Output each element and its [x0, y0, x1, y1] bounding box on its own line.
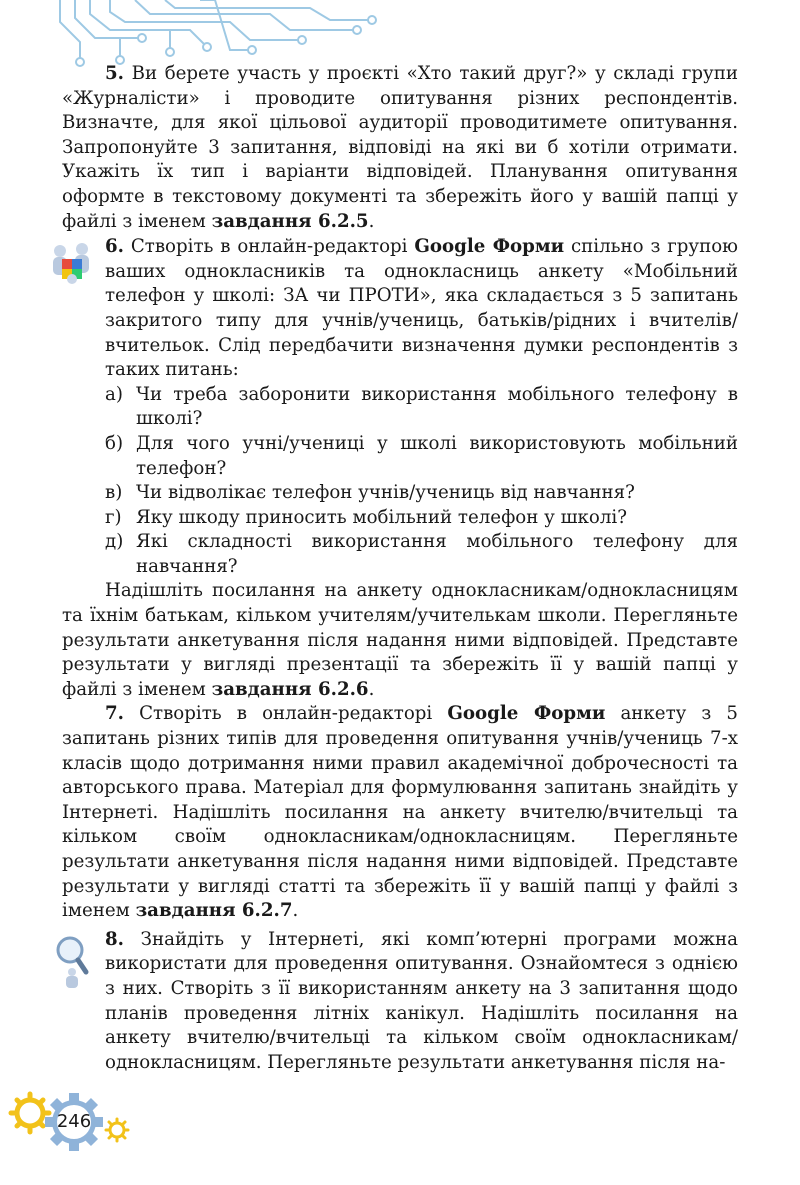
- task-8: [62, 928, 738, 1076]
- file-name: завдання 6.2.6: [211, 678, 369, 700]
- list-item-text: Яку шкоду приносить мобільний телефон у школі?: [136, 506, 627, 528]
- punctuation: .: [368, 210, 375, 232]
- task-7: [62, 702, 738, 923]
- task-text: Створіть в онлайн-редакторі: [130, 236, 408, 258]
- task-5: [62, 62, 738, 234]
- question-list: [62, 383, 738, 580]
- list-item-text: Які складності використання мобільного телефону для навчання?: [136, 531, 738, 577]
- list-item: [62, 530, 738, 579]
- magnifier-person-icon: [50, 934, 94, 990]
- list-item-text: Для чого учні/учениці у школі використовують мобільний телефон?: [136, 432, 738, 479]
- task-text: спільно з групою ваших однокласників та однокласниць анкету «Мобільний телефон у школі: ЗА чи ПРОТИ», яка складається з 5 запитань закритого типу для учнів/учениць, батьків/рідних і вчителів/вчительок. Слід передбачити визначення думки респондентів з таких питань:: [105, 236, 738, 381]
- list-item: [62, 506, 738, 531]
- tool-name: Google Форми: [447, 703, 606, 725]
- task-text: анкету з 5 запитань різних типів для проведення опитування учнів/учениць 7-х класів щодо дотримання ними правил академічної доброчесності та авторського права. Матеріал для формулювання запитань знайдіть у Інтернеті. Надішліть посилання на анкету вчителю/вчительці та кільком своїм однокласникам/однокласницям. Перегляньте результати анкетування після надання ними відповідей. Представте результати у вигляді статті та збережіть її у вашій папці у файлі з іменем: [62, 703, 738, 922]
- list-marker: в): [105, 482, 123, 504]
- list-item: [62, 432, 738, 481]
- list-item: [62, 383, 738, 432]
- punctuation: .: [292, 900, 299, 922]
- list-marker: д): [105, 531, 124, 553]
- task-number: 5.: [105, 63, 124, 84]
- group-people-icon: [44, 239, 100, 289]
- task-text: Знайдіть у Інтернеті, які комп’ютерні програми можна використати для проведення опитування. Ознайомтеся з однією з них. Створіть з її використанням анкету на 3 запитання щодо планів проведення літніх канікул. Надішліть посилання на анкету вчителю/вчительці та кільком своїм однокласникам/однокласницям. Перегляньте результати анкетування після на-: [105, 928, 738, 1073]
- task-6: [62, 235, 738, 702]
- tool-name: Google Форми: [414, 236, 565, 258]
- punctuation: .: [368, 678, 375, 700]
- file-name: завдання 6.2.7: [135, 900, 293, 922]
- task-number: 7.: [105, 703, 124, 725]
- task-text: Ви берете участь у проєкті «Хто такий друг?» у складі групи «Журналісти» і проводите опитування різних респондентів. Визначте, для якої цільової аудиторії проводитимете опитування. Запропонуйте 3 запитання, відповіді на які ви б хотіли отримати. Укажіть їх тип і варіанти відповідей. Планування опитування оформте в текстовому документі та збережіть його у вашій папці у файлі з іменем: [62, 63, 738, 232]
- page-number: 246: [56, 1111, 92, 1132]
- task-number: 6.: [105, 236, 124, 258]
- page-content: [62, 62, 738, 1075]
- list-marker: г): [105, 506, 122, 528]
- list-item-text: Чи відволікає телефон учнів/учениць від навчання?: [136, 482, 635, 504]
- task-number: 8.: [105, 928, 124, 950]
- task-text: Створіть в онлайн-редакторі: [139, 703, 433, 725]
- file-name: завдання 6.2.5: [211, 210, 369, 232]
- circuit-decoration-icon: [0, 0, 380, 70]
- task-text: Надішліть посилання на анкету однокласникам/однокласницям та їхнім батькам, кільком учителям/учителькам школи. Перегляньте результати анкетування після надання ними відповідей. Представте результати у вигляді презентації та збережіть її у вашій папці у файлі з іменем: [62, 580, 738, 700]
- list-item: [62, 481, 738, 506]
- list-marker: а): [105, 383, 123, 405]
- list-marker: б): [105, 432, 124, 454]
- list-item-text: Чи треба заборонити використання мобільного телефону в школі?: [136, 383, 738, 430]
